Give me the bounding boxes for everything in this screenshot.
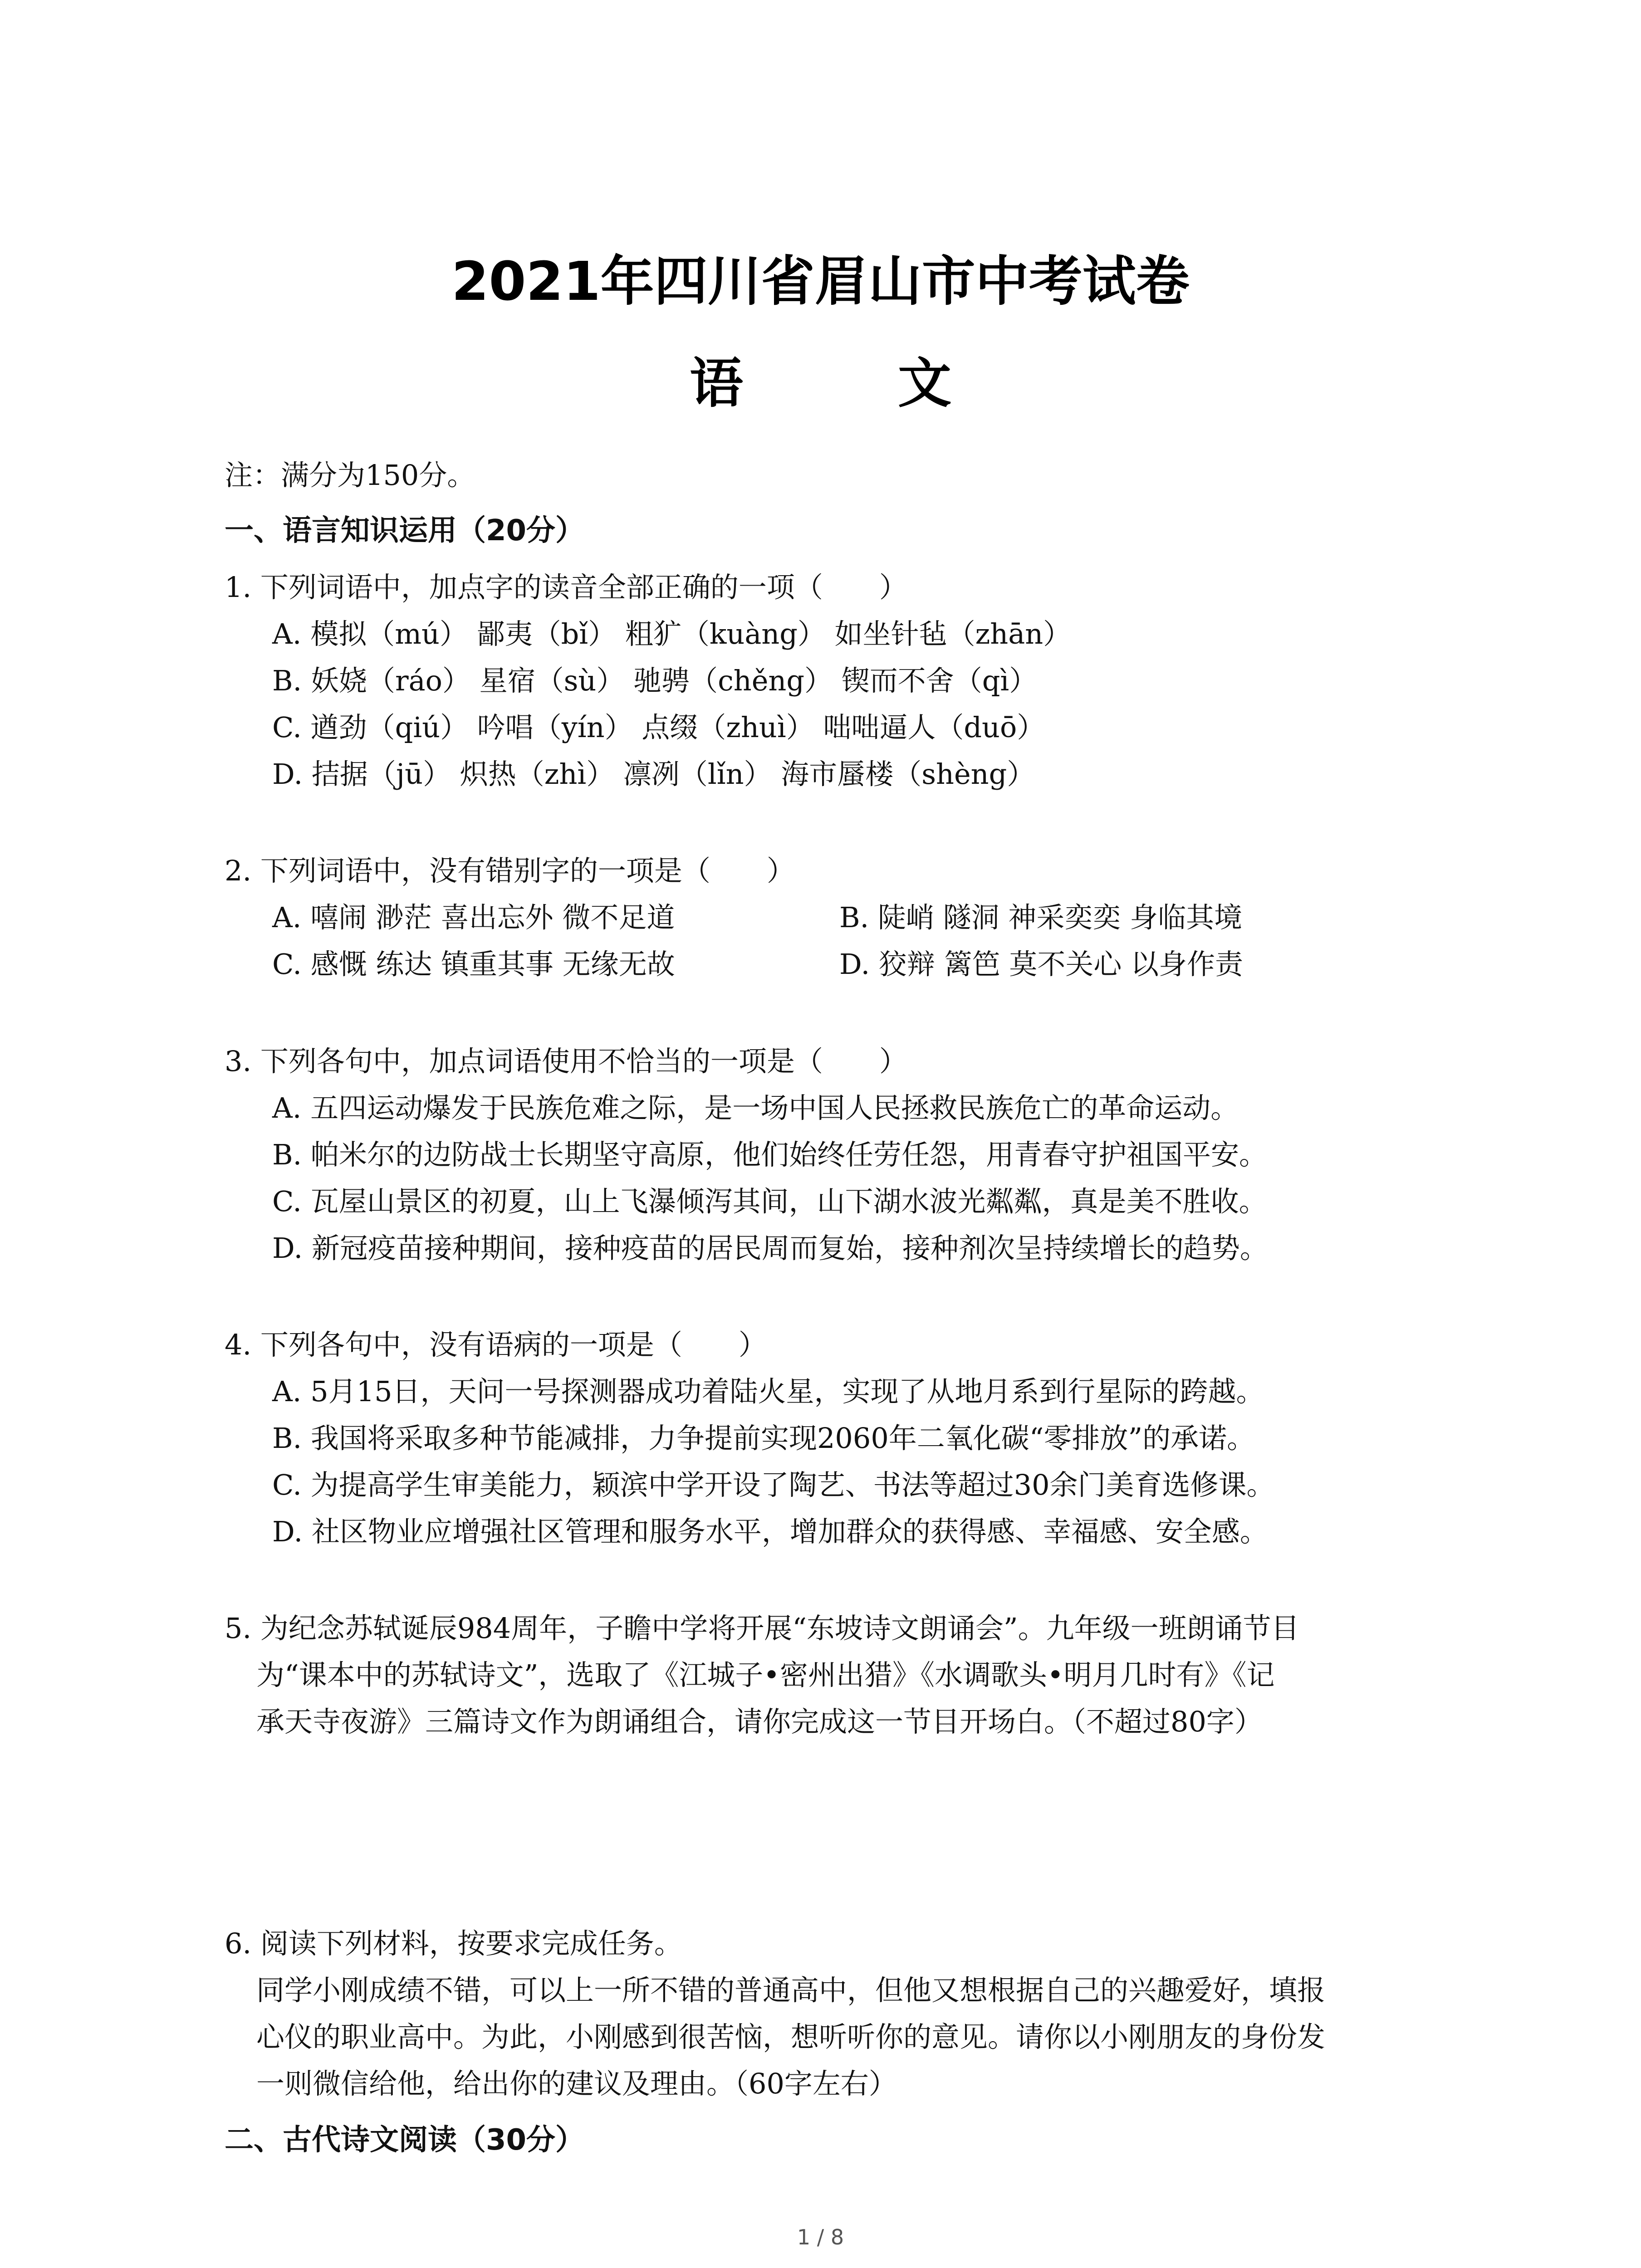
question-5-line-3: 承天寺夜游》三篇诗文作为朗诵组合，请你完成这一节目开场白。（不超过80字）	[256, 1705, 1263, 1738]
question-4-option-c: C. 为提高学生审美能力，颖滨中学开设了陶艺、书法等超过30余门美育选修课。	[272, 1468, 1275, 1501]
question-6-line-1: 6. 阅读下列材料，按要求完成任务。	[225, 1927, 682, 1960]
section-heading-classical: 二、古代诗文阅读（30分）	[225, 2123, 585, 2157]
section-heading-language: 一、语言知识运用（20分）	[225, 514, 585, 547]
question-2-stem: 2. 下列词语中，没有错别字的一项是（ ）	[225, 854, 795, 887]
question-2-option-b: B. 陡峭 隧洞 神采奕奕 身临其境	[839, 901, 1243, 934]
subject-title: 语 文	[689, 352, 1020, 415]
question-3-option-b: B. 帕米尔的边防战士长期坚守高原，他们始终任劳任怨，用青春守护祖国平安。	[272, 1138, 1267, 1171]
score-note: 注：满分为150分。	[225, 459, 475, 492]
exam-title: 2021年四川省眉山市中考试卷	[451, 250, 1190, 313]
question-4-stem: 4. 下列各句中，没有语病的一项是（ ）	[225, 1328, 767, 1361]
question-4-option-a: A. 5月15日，天问一号探测器成功着陆火星，实现了从地月系到行星际的跨越。	[272, 1375, 1264, 1408]
question-1-option-a: A. 模拟（mú） 鄙夷（bǐ） 粗犷（kuàng） 如坐针毡（zhān）	[272, 617, 1072, 650]
question-3-option-c: C. 瓦屋山景区的初夏，山上飞瀑倾泻其间，山下湖水波光粼粼，真是美不胜收。	[272, 1185, 1267, 1218]
question-3-stem: 3. 下列各句中，加点词语使用不恰当的一项是（ ）	[225, 1045, 907, 1078]
question-6-line-3: 心仪的职业高中。为此，小刚感到很苦恼，想听听你的意见。请你以小刚朋友的身份发	[256, 2020, 1326, 2053]
question-1-option-c: C. 遒劲（qiú） 吟唱（yín） 点缀（zhuì） 咄咄逼人（duō）	[272, 711, 1045, 744]
question-1-stem: 1. 下列词语中，加点字的读音全部正确的一项（ ）	[225, 571, 907, 604]
question-2-option-d: D. 狡辩 篱笆 莫不关心 以身作责	[839, 948, 1244, 981]
question-1-option-d: D. 拮据（jū） 炽热（zhì） 凛冽（lǐn） 海市蜃楼（shèng）	[272, 758, 1035, 791]
question-3-option-a: A. 五四运动爆发于民族危难之际，是一场中国人民拯救民族危亡的革命运动。	[272, 1091, 1239, 1124]
question-4-option-d: D. 社区物业应增强社区管理和服务水平，增加群众的获得感、幸福感、安全感。	[272, 1515, 1268, 1548]
question-5-line-1: 5. 为纪念苏轼诞辰984周年，子瞻中学将开展“东坡诗文朗诵会”。九年级一班朗诵节目	[225, 1612, 1299, 1645]
question-5-line-2: 为“课本中的苏轼诗文”，选取了《江城子•密州出猎》《水调歌头•明月几时有》《记	[256, 1658, 1275, 1691]
question-2-option-a: A. 嘻闹 渺茫 喜出忘外 微不足道	[272, 901, 675, 934]
question-6-line-4: 一则微信给他，给出你的建议及理由。（60字左右）	[256, 2067, 897, 2100]
question-4-option-b: B. 我国将采取多种节能减排，力争提前实现2060年二氧化碳“零排放”的承诺。	[272, 1422, 1255, 1455]
page-indicator: 1 / 8	[797, 2225, 844, 2249]
question-2-option-c: C. 感慨 练达 镇重其事 无缘无故	[272, 948, 675, 981]
question-1-option-b: B. 妖娆（ráo） 星宿（sù） 驰骋（chěng） 锲而不舍（qì）	[272, 664, 1038, 697]
question-6-line-2: 同学小刚成绩不错，可以上一所不错的普通高中，但他又想根据自己的兴趣爱好，填报	[256, 1974, 1326, 2007]
question-3-option-d: D. 新冠疫苗接种期间，接种疫苗的居民周而复始，接种剂次呈持续增长的趋势。	[272, 1232, 1268, 1265]
